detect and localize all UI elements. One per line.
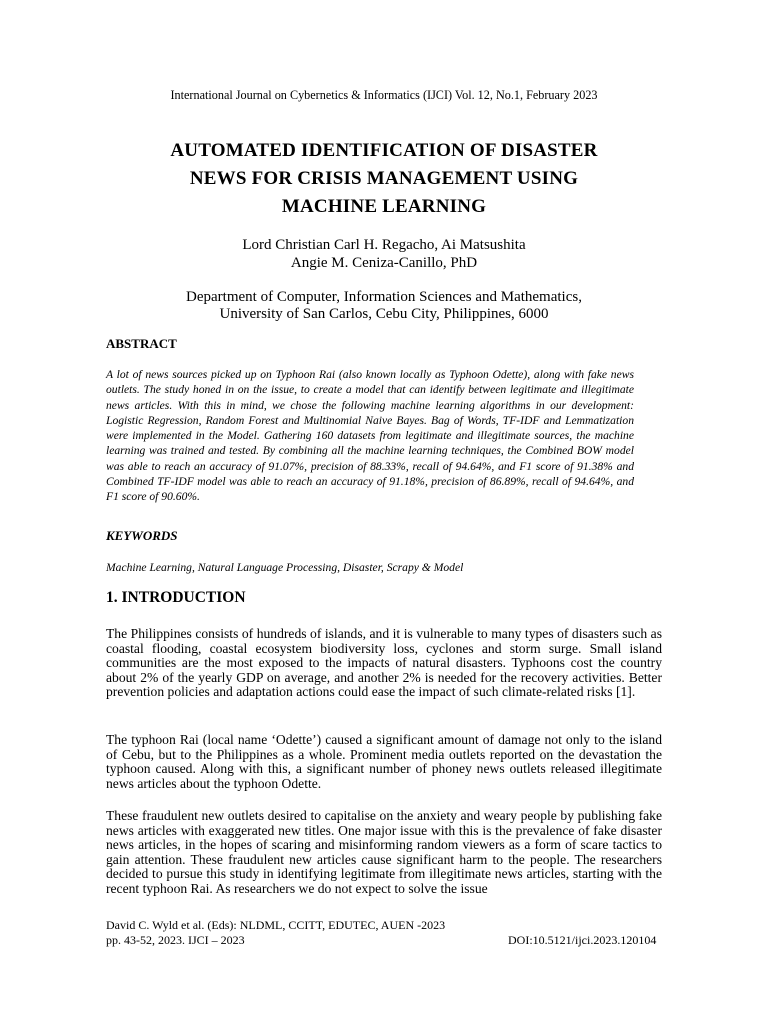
intro-paragraph-3: These fraudulent new outlets desired to capitalise on the anxiety and weary people by publishing fake news articles with exaggerated new titles. One major issue with this is the prevalence of fake disaster news articles, in the hopes of scaring and misinforming random viewers as a form of scare tactics to gain attention. These fraudulent new articles cause significant harm to the people. The researchers decided to pursue this study in identifying legitimate from illegitimate news articles, starting with the recent typhoon Rai. As researchers we do not expect to solve the issue xyxy=(106,808,662,896)
title-line-3: MACHINE LEARNING xyxy=(281,196,487,217)
keywords-text: Machine Learning, Natural Language Processing, Disaster, Scrapy & Model xyxy=(106,561,464,574)
footer-pages: pp. 43-52, 2023. IJCI – 2023 xyxy=(106,933,245,947)
affiliation-line-2: University of San Carlos, Cebu City, Philippines, 6000 xyxy=(219,306,549,322)
introduction-heading: 1. INTRODUCTION xyxy=(106,589,246,606)
footer-doi: DOI:10.5121/ijci.2023.120104 xyxy=(508,933,657,947)
title-line-1: AUTOMATED IDENTIFICATION OF DISASTER xyxy=(170,140,598,161)
intro-paragraph-2: The typhoon Rai (local name ‘Odette’) caused a significant amount of damage not only to the island of Cebu, but to the Philippines as a whole. Prominent media outlets reported on the devastation the typhoon caused. Along with this, a significant number of phoney news outlets released illegitimate news articles about the typhoon Odette. xyxy=(106,732,662,791)
intro-paragraph-1: The Philippines consists of hundreds of islands, and it is vulnerable to many types of disasters such as coastal flooding, coastal ecosystem biodiversity loss, cyclones and storm surge. Small island communities are the most exposed to the impacts of natural disasters. Typhoons cost the country about 2% of the yearly GDP on average, and another 2% is needed for the recovery activities. Better prevention policies and adaptation actions could ease the impact of such climate-related risks [1]. xyxy=(106,626,662,700)
author-line-2: Angie M. Ceniza-Canillo, PhD xyxy=(290,255,478,271)
keywords-heading: KEYWORDS xyxy=(106,528,178,543)
footer-citation xyxy=(106,918,445,948)
author-line-1: Lord Christian Carl H. Regacho, Ai Matsushita xyxy=(242,237,526,253)
title-line-2: NEWS FOR CRISIS MANAGEMENT USING xyxy=(189,168,579,189)
footer-editors: David C. Wyld et al. (Eds): NLDML, CCITT, EDUTEC, AUEN -2023 xyxy=(106,918,446,932)
abstract-heading: ABSTRACT xyxy=(106,336,177,351)
authors xyxy=(0,236,768,272)
paper-title xyxy=(100,137,668,221)
affiliation xyxy=(0,289,768,323)
running-header: International Journal on Cybernetics & Informatics (IJCI) Vol. 12, No.1, February 2023 xyxy=(170,88,598,102)
abstract-text: A lot of news sources picked up on Typhoon Rai (also known locally as Typhoon Odette), along with fake news outlets. The study honed in on the issue, to create a model that can identify between legitimate and illegitimate news articles. With this in mind, we chose the following machine learning algorithms in our development: Logistic Regression, Random Forest and Multinomial Naive Bayes. Bag of Words, TF-IDF and Lemmatization were implemented in the Model. Gathering 160 datasets from legitimate and illegitimate sources, the machine learning was trained and tested. By combining all the machine learning techniques, the Combined BOW model was able to reach an accuracy of 91.07%, precision of 88.33%, recall of 94.64%, and F1 score of 91.38% and Combined TF-IDF model was able to reach an accuracy of 91.18%, precision of 86.89%, recall of 94.64%, and F1 score of 90.60%. xyxy=(106,368,634,504)
affiliation-line-1: Department of Computer, Information Sciences and Mathematics, xyxy=(186,289,582,305)
